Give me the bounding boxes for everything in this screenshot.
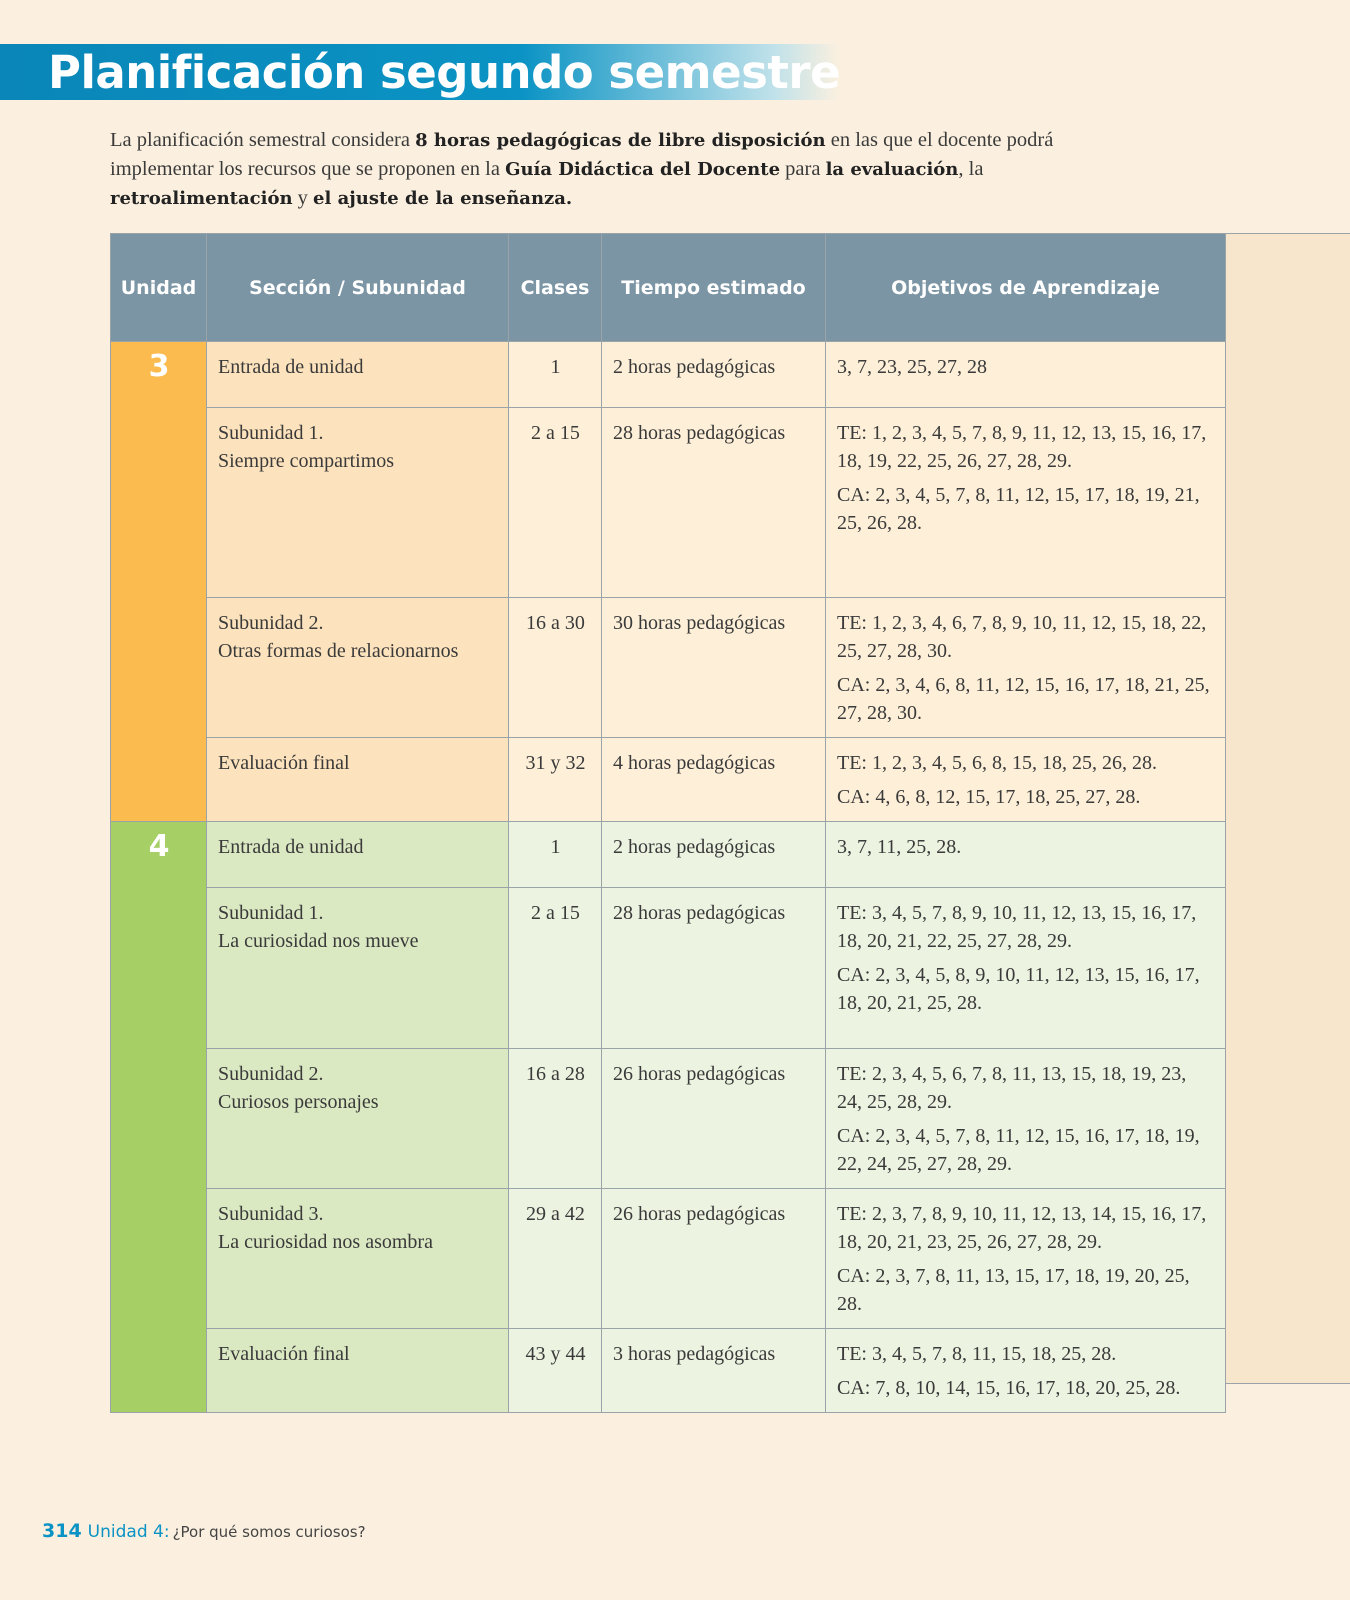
intro-bold: retroalimentación <box>110 188 293 209</box>
table-row <box>111 1189 1226 1329</box>
objetivos-text: TE: 1, 2, 3, 4, 5, 7, 8, 9, 11, 12, 13, 15, 16, 17, 18, 19, 22, 25, 26, 27, 28, 29. <box>837 422 1207 472</box>
section-label: Otras formas de relacionarnos <box>218 640 459 662</box>
section-label: Subunidad 3. <box>218 1203 324 1225</box>
objetivos-text: TE: 3, 4, 5, 7, 8, 11, 15, 18, 25, 28. <box>837 1343 1117 1365</box>
page-title: Planificación segundo semestre <box>48 46 841 99</box>
objetivos-cell <box>826 1189 1226 1329</box>
section-label: Entrada de unidad <box>218 836 364 858</box>
intro-text: en las que el docente podrá implementar los recursos que se proponen en la <box>110 129 1054 180</box>
objetivos-cell <box>826 342 1226 408</box>
section-cell <box>207 1189 509 1329</box>
objetivos-text: TE: 2, 3, 7, 8, 9, 10, 11, 12, 13, 14, 15, 16, 17, 18, 20, 21, 23, 25, 26, 27, 28, 29. <box>837 1203 1207 1253</box>
objetivos-text: 3, 7, 23, 25, 27, 28 <box>837 356 987 378</box>
objetivos-cell <box>826 1049 1226 1189</box>
section-cell <box>207 822 509 888</box>
section-label: Entrada de unidad <box>218 356 364 378</box>
objetivos-cell <box>826 598 1226 738</box>
section-label: Evaluación final <box>218 752 350 774</box>
clases-cell: 43 y 44 <box>509 1329 602 1413</box>
intro-bold: el ajuste de la enseñanza. <box>313 188 573 209</box>
intro-bold: la evaluación <box>825 159 959 180</box>
page-footer <box>42 1520 366 1542</box>
tiempo-cell: 28 horas pedagógicas <box>602 888 826 1049</box>
table-row <box>111 1049 1226 1189</box>
clases-cell: 1 <box>509 342 602 408</box>
header-unidad: Unidad <box>111 234 207 342</box>
section-cell <box>207 342 509 408</box>
section-label: Curiosos personajes <box>218 1091 379 1113</box>
tiempo-cell: 2 horas pedagógicas <box>602 822 826 888</box>
clases-cell: 31 y 32 <box>509 738 602 822</box>
intro-text: La planificación semestral considera <box>110 129 416 151</box>
section-cell <box>207 408 509 598</box>
table-row <box>111 738 1226 822</box>
intro-paragraph <box>110 126 1150 213</box>
objetivos-cell <box>826 738 1226 822</box>
objetivos-text: TE: 1, 2, 3, 4, 6, 7, 8, 9, 10, 11, 12, 15, 18, 22, 25, 27, 28, 30. <box>837 612 1207 662</box>
page-number: 314 <box>42 1520 82 1542</box>
tiempo-cell: 30 horas pedagógicas <box>602 598 826 738</box>
unit-number: 3 <box>111 342 207 822</box>
table-row <box>111 1329 1226 1413</box>
objetivos-text: CA: 2, 3, 4, 5, 8, 9, 10, 11, 12, 13, 15, 16, 17, 18, 20, 21, 25, 28. <box>837 964 1200 1014</box>
clases-cell: 16 a 30 <box>509 598 602 738</box>
objetivos-text: CA: 4, 6, 8, 12, 15, 17, 18, 25, 27, 28. <box>837 786 1141 808</box>
clases-cell: 29 a 42 <box>509 1189 602 1329</box>
tiempo-cell: 2 horas pedagógicas <box>602 342 826 408</box>
table-row <box>111 888 1226 1049</box>
header-objetivos: Objetivos de Aprendizaje <box>826 234 1226 342</box>
section-label: Subunidad 1. <box>218 422 324 444</box>
table-row <box>111 342 1226 408</box>
clases-cell: 1 <box>509 822 602 888</box>
header-clases: Clases <box>509 234 602 342</box>
section-label: Subunidad 2. <box>218 612 324 634</box>
objetivos-text: 3, 7, 11, 25, 28. <box>837 836 962 858</box>
table-header-row <box>111 234 1226 342</box>
objetivos-cell <box>826 888 1226 1049</box>
table-row <box>111 598 1226 738</box>
objetivos-cell <box>826 822 1226 888</box>
tiempo-cell: 26 horas pedagógicas <box>602 1049 826 1189</box>
section-label: Subunidad 1. <box>218 902 324 924</box>
header-seccion: Sección / Subunidad <box>207 234 509 342</box>
section-label: Siempre compartimos <box>218 450 395 472</box>
objetivos-text: TE: 1, 2, 3, 4, 5, 6, 8, 15, 18, 25, 26, 28. <box>837 752 1157 774</box>
clases-cell: 16 a 28 <box>509 1049 602 1189</box>
section-cell <box>207 1049 509 1189</box>
objetivos-text: CA: 2, 3, 4, 5, 7, 8, 11, 12, 15, 17, 18, 19, 21, 25, 26, 28. <box>837 484 1200 534</box>
section-cell <box>207 888 509 1049</box>
section-label: La curiosidad nos mueve <box>218 930 419 952</box>
intro-text: , la <box>958 158 984 180</box>
section-label: Evaluación final <box>218 1343 350 1365</box>
objetivos-text: TE: 3, 4, 5, 7, 8, 9, 10, 11, 12, 13, 15, 16, 17, 18, 20, 21, 22, 25, 27, 28, 29. <box>837 902 1197 952</box>
objetivos-cell <box>826 1329 1226 1413</box>
footer-unit: Unidad 4: <box>87 1522 170 1542</box>
tiempo-cell: 28 horas pedagógicas <box>602 408 826 598</box>
section-label: La curiosidad nos asombra <box>218 1231 433 1253</box>
intro-text: para <box>780 158 826 180</box>
objetivos-text: CA: 7, 8, 10, 14, 15, 16, 17, 18, 20, 25, 28. <box>837 1377 1181 1399</box>
intro-text: y <box>292 187 314 209</box>
header-tiempo: Tiempo estimado <box>602 234 826 342</box>
clases-cell: 2 a 15 <box>509 888 602 1049</box>
planning-table <box>110 233 1226 1413</box>
unit-number: 4 <box>111 822 207 1413</box>
clases-cell: 2 a 15 <box>509 408 602 598</box>
section-cell <box>207 1329 509 1413</box>
section-cell <box>207 738 509 822</box>
section-cell <box>207 598 509 738</box>
objetivos-cell <box>826 408 1226 598</box>
tiempo-cell: 26 horas pedagógicas <box>602 1189 826 1329</box>
footer-question: ¿Por qué somos curiosos? <box>172 1523 366 1541</box>
objetivos-text: CA: 2, 3, 7, 8, 11, 13, 15, 17, 18, 19, 20, 25, 28. <box>837 1265 1190 1315</box>
intro-bold: 8 horas pedagógicas de libre disposición <box>415 130 826 151</box>
table-row <box>111 822 1226 888</box>
intro-bold: Guía Didáctica del Docente <box>505 159 781 180</box>
section-label: Subunidad 2. <box>218 1063 324 1085</box>
objetivos-text: TE: 2, 3, 4, 5, 6, 7, 8, 11, 13, 15, 18, 19, 23, 24, 25, 28, 29. <box>837 1063 1187 1113</box>
tiempo-cell: 3 horas pedagógicas <box>602 1329 826 1413</box>
tiempo-cell: 4 horas pedagógicas <box>602 738 826 822</box>
objetivos-text: CA: 2, 3, 4, 5, 7, 8, 11, 12, 15, 16, 17, 18, 19, 22, 24, 25, 27, 28, 29. <box>837 1125 1200 1175</box>
objetivos-text: CA: 2, 3, 4, 6, 8, 11, 12, 15, 16, 17, 18, 21, 25, 27, 28, 30. <box>837 674 1210 724</box>
side-decoration-strip <box>1225 233 1350 1384</box>
table-row <box>111 408 1226 598</box>
